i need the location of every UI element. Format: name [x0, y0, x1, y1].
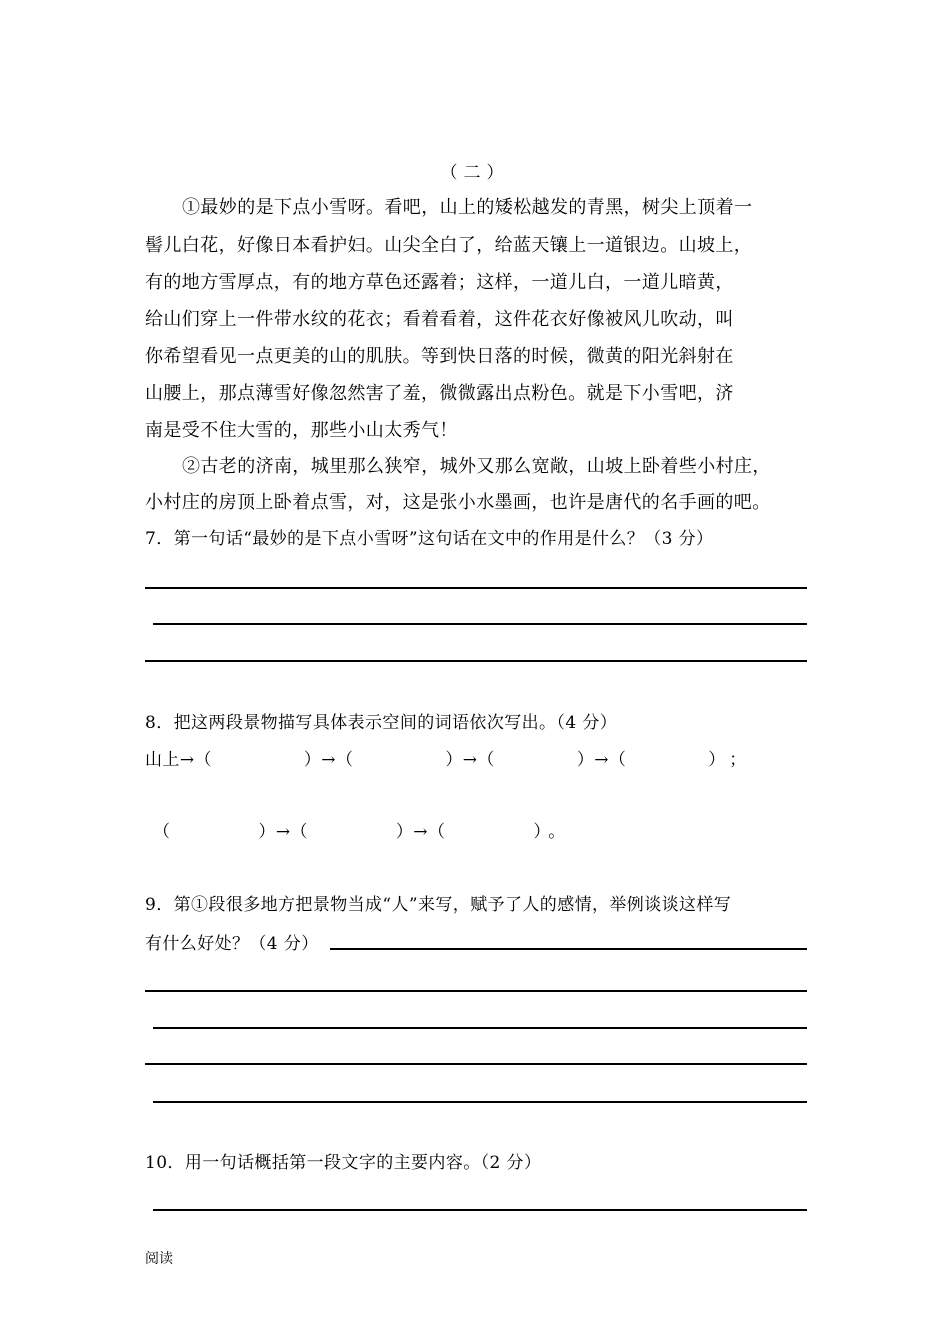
arrow-icon: →: [462, 750, 478, 770]
arrow-icon: →: [275, 822, 291, 842]
answer-line[interactable]: [145, 1063, 807, 1065]
question-8: 8．把这两段景物描写具体表示空间的词语依次写出。（4 分）: [145, 713, 618, 733]
answer-line[interactable]: [145, 660, 807, 662]
fill-row-2: （ ）→（ ）→（ ） 。: [153, 822, 566, 842]
question-7: 7．第一句话“最妙的是下点小雪呀”这句话在文中的作用是什么？（3 分）: [145, 529, 714, 549]
arrow-icon: →: [321, 750, 336, 770]
arrow-icon: →: [179, 750, 195, 770]
question-10: 10．用一句话概括第一段文字的主要内容。（2 分）: [145, 1153, 542, 1173]
fill-row-1: 山上→（ ）→（ ）→（ ）→（ ） ；: [145, 750, 747, 770]
answer-line[interactable]: [145, 990, 807, 992]
passage-line: 南是受不住大雪的，那些小山太秀气！: [145, 420, 458, 441]
answer-line[interactable]: [153, 1209, 807, 1211]
answer-line[interactable]: [145, 587, 807, 589]
passage-line: 你希望看见一点更美的山的肌肤。等到快日落的时候，微黄的阳光斜射在: [145, 346, 734, 367]
passage-line: ②古老的济南，城里那么狭窄，城外又那么宽敞，山坡上卧着些小村庄，: [182, 456, 771, 477]
passage-line: 髻儿白花，好像日本看护妇。山尖全白了，给蓝天镶上一道银边。山坡上，: [145, 235, 753, 256]
arrow-icon: →: [594, 750, 609, 770]
passage-line: 小村庄的房顶上卧着点雪，对，这是张小水墨画，也许是唐代的名手画的吧。: [145, 492, 771, 513]
passage-line: 有的地方雪厚点，有的地方草色还露着；这样，一道儿白，一道儿暗黄，: [145, 272, 734, 293]
passage-line: 山腰上，那点薄雪好像忽然害了羞，微微露出点粉色。就是下小雪吧，济: [145, 383, 734, 404]
answer-line[interactable]: [330, 948, 807, 950]
question-9-cont: 有什么好处？（4 分）: [145, 934, 319, 954]
arrow-icon: →: [413, 822, 428, 842]
answer-line[interactable]: [153, 1101, 807, 1103]
answer-line[interactable]: [153, 1027, 807, 1029]
fill-row-start: 山上: [145, 750, 180, 770]
passage-line: ①最妙的是下点小雪呀。看吧，山上的矮松越发的青黑，树尖上顶着一: [182, 197, 753, 218]
section-title: （二）: [440, 163, 510, 183]
page-footer: 阅读: [145, 1251, 173, 1267]
question-9: 9．第①段很多地方把景物当成“人”来写，赋予了人的感情，举例谈谈这样写: [145, 895, 732, 915]
passage-line: 给山们穿上一件带水纹的花衣；看着看着，这件花衣好像被风儿吹动，叫: [145, 309, 734, 330]
answer-line[interactable]: [153, 623, 807, 625]
